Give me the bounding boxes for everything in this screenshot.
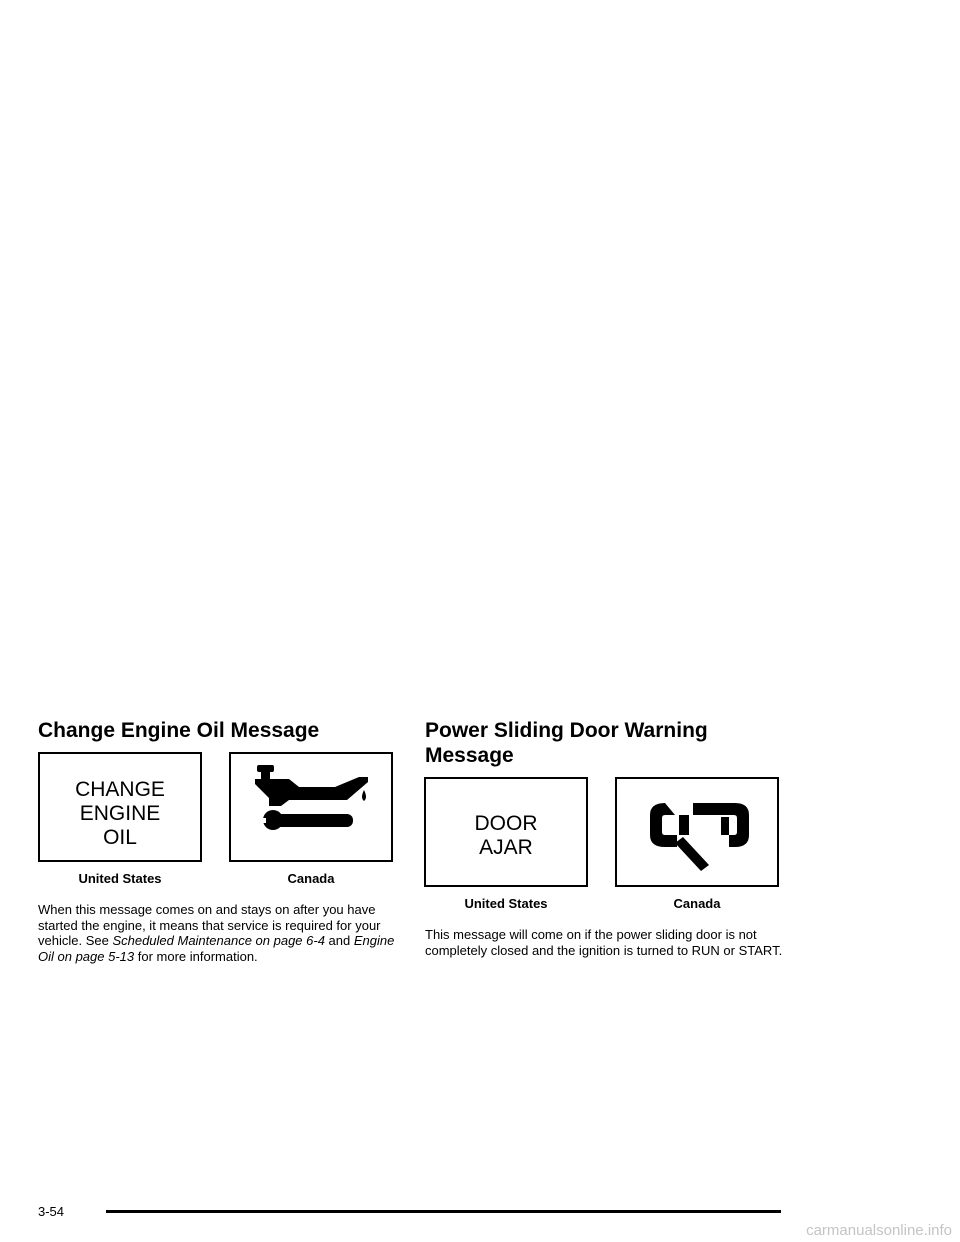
paragraph-text: When this message comes on and stays on after you have started the engine, it means that service is required for your vehicle. See — [38, 902, 381, 949]
door-canada-caption: Canada — [673, 896, 721, 911]
power-sliding-door-paragraph: This message will come on if the power sliding door is not completely closed and the ignition is turned to RUN or START. — [425, 927, 783, 958]
paragraph-text: for more information. — [134, 948, 258, 964]
change-engine-oil-heading: Change Engine Oil Message — [38, 719, 320, 742]
footer-rule — [106, 1210, 781, 1213]
engine-oil-reference: Engine Oil on page 5-13 — [38, 933, 395, 964]
door-ajar-us-display — [424, 777, 588, 887]
oil-canada-caption: Canada — [287, 871, 335, 886]
change-engine-oil-canada-display — [229, 752, 393, 862]
change-engine-oil-paragraph — [38, 902, 398, 964]
change-engine-oil-display-text: CHANGE ENGINE OIL — [75, 778, 165, 849]
door-ajar-canada-display — [615, 777, 779, 887]
oil-can-wrench-icon — [231, 754, 391, 860]
door-ajar-display-text: DOOR AJAR — [474, 812, 538, 859]
page-number: 3-54 — [38, 1204, 65, 1219]
power-sliding-door-heading: Power Sliding Door Warning Message — [425, 719, 708, 767]
door-ajar-icon — [617, 779, 777, 885]
scheduled-maintenance-reference: Scheduled Maintenance on page 6-4 — [112, 933, 325, 949]
watermark: carmanualsonline.info — [806, 1222, 952, 1239]
door-us-caption: United States — [464, 896, 548, 911]
change-engine-oil-us-display — [38, 752, 202, 862]
paragraph-text: and — [324, 933, 354, 949]
oil-us-caption: United States — [78, 871, 162, 886]
